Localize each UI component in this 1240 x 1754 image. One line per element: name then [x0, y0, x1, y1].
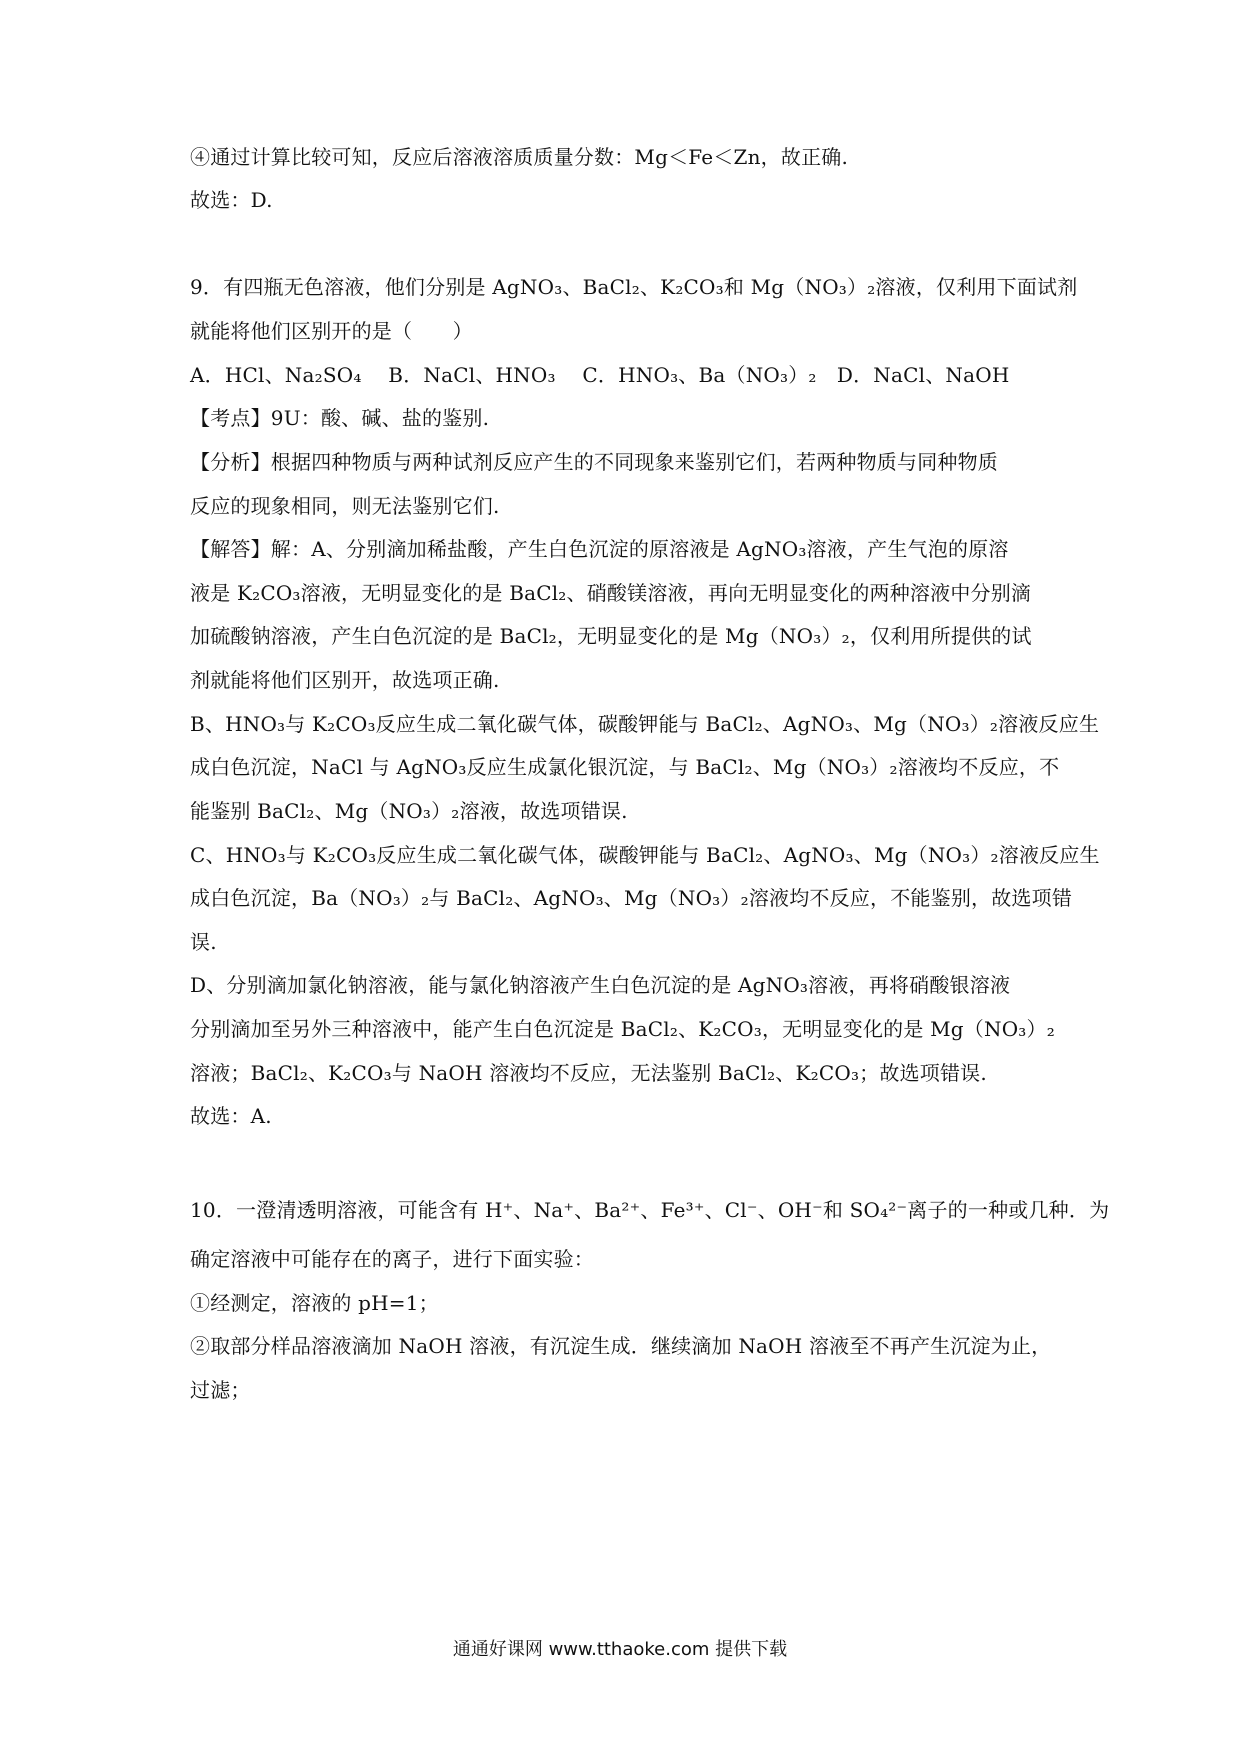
kaodian-line: 【考点】9U：酸、碱、盐的鉴别. [190, 406, 490, 430]
text-line: ④通过计算比较可知，反应后溶液溶质质量分数：Mg＜Fe＜Zn，故正确. [190, 145, 849, 169]
question-10-line: 确定溶液中可能存在的离子，进行下面实验： [190, 1247, 594, 1271]
question-10-line: ②取部分样品溶液滴加 NaOH 溶液，有沉淀生成．继续滴加 NaOH 溶液至不再产生沉淀为止， [190, 1334, 1052, 1358]
answer-line: 溶液；BaCl₂、K₂CO₃与 NaOH 溶液均不反应，无法鉴别 BaCl₂、K₂CO₃；故选项错误. [190, 1061, 987, 1085]
answer-line: 分别滴加至另外三种溶液中，能产生白色沉淀是 BaCl₂、K₂CO₃，无明显变化的是 Mg（NO₃）₂ [190, 1017, 1055, 1041]
answer-line: 故选：A. [190, 1104, 272, 1128]
answer-line: 剂就能将他们区别开，故选项正确. [190, 668, 500, 692]
question-10-line: ①经测定，溶液的 pH=1； [190, 1291, 439, 1315]
answer-line: 成白色沉淀，Ba（NO₃）₂与 BaCl₂、AgNO₃、Mg（NO₃）₂溶液均不反应，不能鉴别，故选项错 [190, 886, 1073, 910]
question-9-line: 就能将他们区别开的是（ ） [190, 319, 473, 343]
text-line: 故选：D. [190, 188, 273, 212]
answer-line: 液是 K₂CO₃溶液，无明显变化的是 BaCl₂、硝酸镁溶液，再向无明显变化的两种溶液中分别滴 [190, 581, 1032, 605]
answer-line: 误. [190, 930, 217, 954]
answer-line: 加硫酸钠溶液，产生白色沉淀的是 BaCl₂，无明显变化的是 Mg（NO₃）₂，仅利用所提供的试 [190, 624, 1032, 648]
analysis-line: 反应的现象相同，则无法鉴别它们. [190, 494, 500, 518]
answer-line: C、HNO₃与 K₂CO₃反应生成二氧化碳气体，碳酸钾能与 BaCl₂、AgNO₃、Mg（NO₃）₂溶液反应生 [190, 843, 1100, 867]
answer-line: 【解答】解：A、分别滴加稀盐酸，产生白色沉淀的原溶液是 AgNO₃溶液，产生气泡的原溶 [190, 537, 1009, 561]
answer-line: 能鉴别 BaCl₂、Mg（NO₃）₂溶液，故选项错误. [190, 799, 628, 823]
answer-line: B、HNO₃与 K₂CO₃反应生成二氧化碳气体，碳酸钾能与 BaCl₂、AgNO₃、Mg（NO₃）₂溶液反应生 [190, 712, 1100, 736]
question-9-line: 9．有四瓶无色溶液，他们分别是 AgNO₃、BaCl₂、K₂CO₃和 Mg（NO₃）₂溶液，仅利用下面试剂 [190, 275, 1078, 299]
question-10-line: 10．一澄清透明溶液，可能含有 H⁺、Na⁺、Ba²⁺、Fe³⁺、Cl⁻、OH⁻和 SO₄²⁻离子的一种或几种．为 [190, 1198, 1110, 1222]
analysis-line: 【分析】根据四种物质与两种试剂反应产生的不同现象来鉴别它们，若两种物质与同种物质 [190, 450, 998, 474]
page-footer: 通通好课网 www.tthaoke.com 提供下载 [452, 1639, 788, 1660]
answer-line: D、分别滴加氯化钠溶液，能与氯化钠溶液产生白色沉淀的是 AgNO₃溶液，再将硝酸银溶液 [190, 973, 1011, 997]
answer-line: 成白色沉淀，NaCl 与 AgNO₃反应生成氯化银沉淀，与 BaCl₂、Mg（NO₃）₂溶液均不反应，不 [190, 755, 1060, 779]
question-9-options: A．HCl、Na₂SO₄ B．NaCl、HNO₃ C．HNO₃、Ba（NO₃）₂ D．NaCl、NaOH [190, 363, 1010, 387]
question-10-line: 过滤； [190, 1378, 251, 1402]
